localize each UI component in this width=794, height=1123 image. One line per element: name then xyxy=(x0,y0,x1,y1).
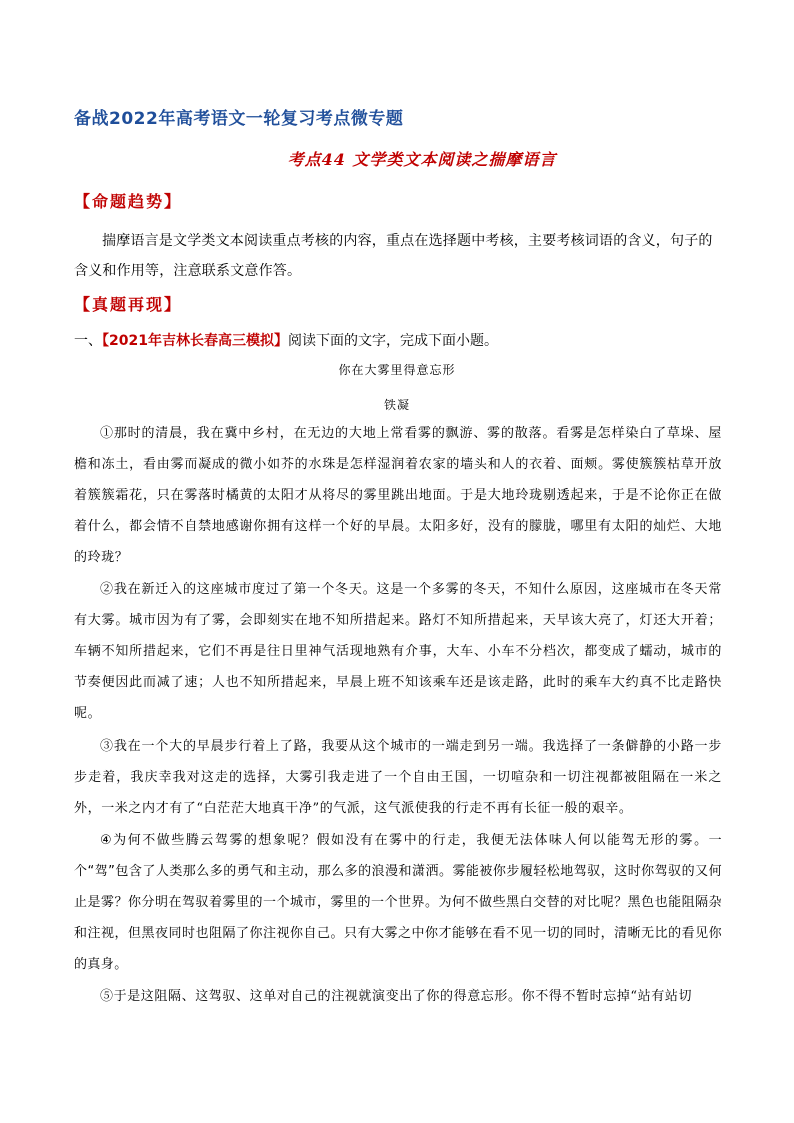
real-questions-heading: 【真题再现】 xyxy=(74,295,183,314)
article-paragraph-1: ①那时的清晨，我在冀中乡村，在无边的大地上常看雾的飘游、雾的散落。看雾是怎样染白了草垛、屋檐和冻土，看由雾而凝成的微小如芥的水珠是怎样湿润着农家的墙头和人的衣着、面颊。雾使簇簇枯草开放着簇簇霜花，只在雾落时橘黄的太阳才从将尽的雾里跳出地面。于是大地玲珑剔透起来，于是不论你正在做着什么，都会情不自禁地感谢你拥有这样一个好的早晨。太阳多好，没有的朦胧，哪里有太阳的灿烂、大地的玲珑？ xyxy=(74,426,722,565)
article-paragraph-4: ④为何不做些腾云驾雾的想象呢？假如没有在雾中的行走，我便无法体味人何以能驾无形的雾。一个“驾”包含了人类那么多的勇气和主动，那么多的浪漫和潇洒。雾能被你步履轻松地驾驭，这时你驾驭的又何止是雾？你分明在驾驭着雾里的一个城市，雾里的一个世界。为何不做些黑白交替的对比呢？黑色也能阻隔杂和注视，但黑夜同时也阻隔了你注视你自己。只有大雾之中你才能够在看不见一切的同时，清晰无比的看见你的真身。 xyxy=(74,833,722,972)
trend-text: 揣摩语言是文学类文本阅读重点考核的内容，重点在选择题中考核，主要考核词语的含义，句子的含义和作用等，注意联系文意作答。 xyxy=(74,233,713,279)
question-instruction: 阅读下面的文字，完成下面小题。 xyxy=(287,333,498,349)
question-source: 【2021年吉林长春高三模拟】 xyxy=(102,333,288,349)
topic-title: 考点44 文学类文本阅读之揣摩语言 xyxy=(287,150,557,169)
article-author: 铁凝 xyxy=(383,398,410,412)
article-paragraph-3: ③我在一个大的早晨步行着上了路，我要从这个城市的一端走到另一端。我选择了一条僻静的小路一步步走着，我庆幸我对这走的选择，大雾引我走进了一个自由王国，一切喧杂和一切注视都被阻隔在一米之外，一米之内才有了“白茫茫大地真干净”的气派，这气派使我的行走不再有长征一般的艰辛。 xyxy=(74,739,722,816)
article-title: 你在大雾里得意忘形 xyxy=(338,363,456,377)
question-line xyxy=(74,330,498,350)
trend-heading: 【命题趋势】 xyxy=(74,192,183,211)
series-title: 备战2022年高考语文一轮复习考点微专题 xyxy=(74,109,404,129)
article-paragraph-2: ②我在新迁入的这座城市度过了第一个冬天。这是一个多雾的冬天，不知什么原因，这座城市在冬天常有大雾。城市因为有了雾，会即刻实在地不知所措起来。路灯不知所措起来，天早该大亮了，灯还大开着；车辆不知所措起来，它们不再是往日里神气活现地熟有介事，大车、小车不分档次，都变成了蠕动，城市的节奏便因此而减了速；人也不知所措起来，早晨上班不知该乘车还是该走路，此时的乘车大约真不比走路快呢。 xyxy=(74,582,722,721)
article-paragraph-5: ⑤于是这阻隔、这驾驭、这单对自己的注视就演变出了你的得意忘形。你不得不暂时忘掉“站有站切 xyxy=(100,989,693,1004)
question-prefix: 一、 xyxy=(74,333,102,349)
